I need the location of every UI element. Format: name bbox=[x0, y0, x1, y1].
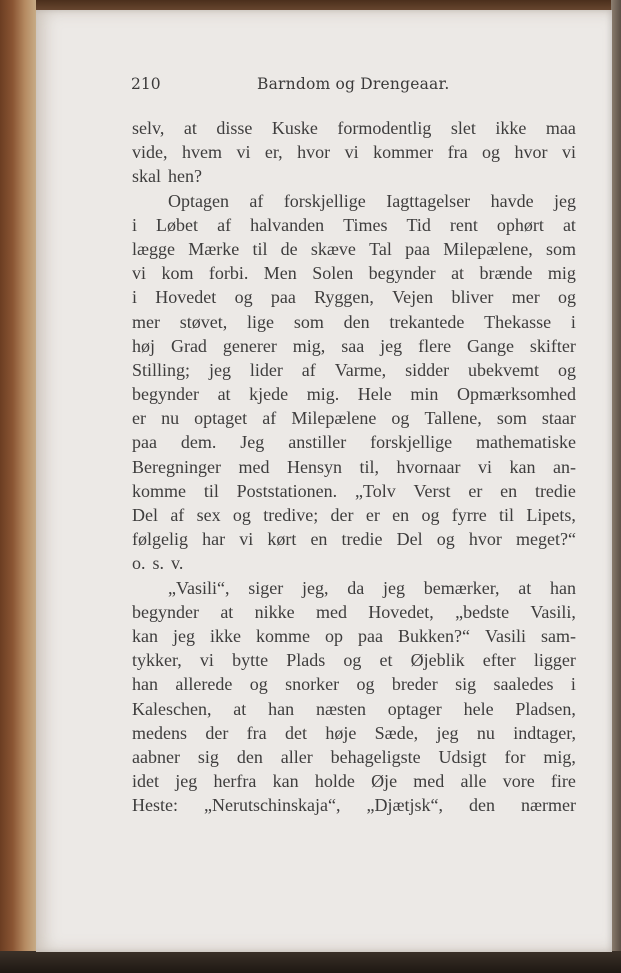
word: han bbox=[268, 698, 295, 719]
word: og bbox=[343, 650, 362, 671]
word: breder bbox=[391, 674, 438, 695]
word: vi bbox=[477, 456, 492, 477]
word: begynder bbox=[132, 384, 199, 405]
word: med bbox=[315, 601, 347, 622]
word: ubekvemt bbox=[468, 359, 540, 380]
word: Stilling; bbox=[132, 359, 191, 380]
word: kørt bbox=[267, 529, 297, 550]
word: og bbox=[482, 142, 501, 163]
text-line bbox=[132, 430, 576, 454]
word: den bbox=[468, 795, 495, 816]
word: da bbox=[347, 577, 365, 598]
book-spine-edge bbox=[0, 0, 36, 973]
word: til bbox=[252, 238, 268, 259]
word: næsten bbox=[315, 698, 366, 719]
word: Times bbox=[343, 214, 388, 235]
word: fire bbox=[550, 771, 576, 792]
word: kom bbox=[161, 263, 194, 284]
word: Thekasse bbox=[484, 311, 552, 332]
word: skifter bbox=[529, 335, 576, 356]
word: vi bbox=[132, 263, 147, 284]
word: som bbox=[496, 408, 527, 429]
word: hvem bbox=[181, 142, 222, 163]
word: vide, bbox=[132, 142, 168, 163]
word: ikke bbox=[210, 625, 241, 646]
word: lægge bbox=[132, 238, 175, 259]
text-line bbox=[132, 334, 576, 358]
book-right-edge bbox=[611, 0, 621, 973]
word: Plads bbox=[286, 650, 326, 671]
word: jeg bbox=[175, 771, 198, 792]
word: til, bbox=[359, 456, 379, 477]
word: sig bbox=[197, 746, 219, 767]
word: paa bbox=[358, 625, 383, 646]
word: hele bbox=[463, 698, 494, 719]
word: Vejen bbox=[392, 287, 434, 308]
text-line bbox=[132, 237, 576, 261]
word: efter bbox=[482, 650, 516, 671]
word: i bbox=[570, 311, 576, 332]
word: Grad bbox=[170, 335, 207, 356]
word: han bbox=[550, 577, 576, 598]
word: til bbox=[203, 480, 219, 501]
word: Vasili bbox=[484, 625, 526, 646]
word: anstiller bbox=[288, 432, 347, 453]
word: og bbox=[249, 674, 268, 695]
text-line bbox=[132, 527, 576, 551]
book-page bbox=[36, 10, 612, 952]
word: sam- bbox=[540, 625, 576, 646]
word: af bbox=[170, 505, 185, 525]
book-bottom-edge bbox=[0, 951, 621, 973]
text-line bbox=[132, 164, 576, 188]
text-line bbox=[132, 551, 576, 575]
word: o. bbox=[132, 553, 146, 574]
text-line bbox=[132, 479, 576, 503]
word: brænde bbox=[479, 263, 533, 284]
word: og bbox=[421, 505, 440, 525]
text-line bbox=[132, 116, 576, 140]
word: er bbox=[468, 480, 483, 501]
word: Poststationen. bbox=[236, 480, 338, 501]
word: mer bbox=[511, 287, 540, 308]
word: sex bbox=[196, 505, 221, 525]
word: selv, bbox=[132, 118, 165, 138]
text-line bbox=[132, 503, 576, 527]
word: tredie bbox=[534, 480, 576, 501]
word: af bbox=[217, 214, 232, 235]
word: snorker bbox=[285, 674, 340, 695]
word: Vasili, bbox=[530, 601, 576, 622]
word: Tallene, bbox=[424, 408, 482, 429]
word: idet bbox=[132, 771, 159, 792]
word: siger bbox=[248, 577, 284, 598]
word: Ryggen, bbox=[314, 287, 374, 308]
word: forskjellige bbox=[283, 190, 366, 211]
word: holde bbox=[314, 771, 355, 792]
word: Varme, bbox=[334, 359, 387, 380]
word: han bbox=[132, 674, 158, 695]
word: Hele bbox=[357, 384, 392, 405]
word: vi bbox=[199, 650, 214, 671]
word: kjede bbox=[249, 384, 289, 405]
word: af bbox=[301, 359, 316, 380]
word: fra bbox=[447, 142, 468, 163]
word: Tid bbox=[406, 214, 431, 235]
page-number: 210 bbox=[131, 75, 161, 93]
word: Hensyn bbox=[286, 456, 342, 477]
word: aller bbox=[280, 746, 313, 767]
word: Milepælene, bbox=[443, 238, 533, 259]
word: paa bbox=[270, 287, 296, 308]
word: forskjellige bbox=[370, 432, 453, 453]
word: op bbox=[325, 625, 343, 646]
word: begynder bbox=[132, 601, 199, 622]
word: hvor bbox=[514, 142, 548, 163]
running-title: Barndom og Drengeaar. bbox=[257, 75, 450, 93]
word: vi bbox=[236, 142, 251, 163]
text-line bbox=[132, 576, 576, 600]
word: der bbox=[330, 505, 354, 525]
word: den bbox=[343, 311, 370, 332]
word: optaget bbox=[194, 408, 248, 429]
word: Iagttagelser bbox=[386, 190, 471, 211]
word: havde bbox=[490, 190, 534, 211]
word: „Tolv bbox=[354, 480, 396, 501]
word: og bbox=[234, 287, 253, 308]
word: kan bbox=[509, 456, 536, 477]
word: en bbox=[500, 480, 518, 501]
word: i bbox=[132, 214, 138, 235]
word: jeg, bbox=[301, 577, 329, 598]
word: jeg bbox=[208, 359, 231, 380]
word: mig, bbox=[543, 746, 576, 767]
word: Hovedet bbox=[155, 287, 217, 308]
word: høje bbox=[325, 722, 357, 743]
word: hvornaar bbox=[396, 456, 461, 477]
word: Del bbox=[396, 529, 423, 550]
text-line bbox=[132, 213, 576, 237]
word: Men bbox=[263, 263, 297, 284]
word: kan bbox=[132, 625, 158, 646]
word: jeg bbox=[554, 190, 576, 211]
word: „Vasili“, bbox=[168, 577, 230, 598]
word: fyrre bbox=[451, 505, 487, 525]
word: tykker, bbox=[132, 650, 182, 671]
word: tredie bbox=[341, 529, 383, 550]
word: paa bbox=[405, 238, 431, 259]
word: s. bbox=[152, 553, 165, 574]
word: forbi. bbox=[208, 263, 249, 284]
text-line bbox=[132, 285, 576, 309]
word: dem. bbox=[180, 432, 217, 453]
word: „Djætjsk“, bbox=[366, 795, 443, 816]
body-text bbox=[132, 116, 576, 817]
word: hvor bbox=[297, 142, 331, 163]
word: Milepælene bbox=[291, 408, 377, 429]
word: og bbox=[557, 359, 576, 380]
word: hvor bbox=[468, 529, 502, 550]
word: „Nerutschinskaja“, bbox=[204, 795, 341, 816]
word: Beregninger bbox=[132, 456, 221, 477]
word: skal bbox=[132, 166, 161, 187]
word: komme bbox=[256, 625, 310, 646]
word: jeg bbox=[382, 577, 405, 598]
word: af bbox=[262, 408, 277, 429]
word: Sæde, bbox=[374, 722, 419, 743]
word: med bbox=[238, 456, 270, 477]
word: mathematiske bbox=[475, 432, 576, 453]
word: sig bbox=[455, 674, 477, 695]
word: de bbox=[280, 238, 298, 259]
word: herfra bbox=[213, 771, 257, 792]
text-line bbox=[132, 358, 576, 382]
word: Hovedet, bbox=[368, 601, 434, 622]
word: Gange bbox=[467, 335, 514, 356]
word: er bbox=[365, 505, 380, 525]
word: „bedste bbox=[455, 601, 510, 622]
text-line bbox=[132, 793, 576, 817]
word: jeg bbox=[436, 722, 459, 743]
word: en bbox=[392, 505, 410, 525]
text-line bbox=[132, 140, 576, 164]
word: for bbox=[504, 746, 526, 767]
word: alle bbox=[460, 771, 487, 792]
word: bytte bbox=[232, 650, 269, 671]
word: Mærke bbox=[188, 238, 240, 259]
word: og bbox=[436, 529, 455, 550]
word: begynder bbox=[368, 263, 436, 284]
word: til bbox=[499, 505, 515, 525]
word: det bbox=[284, 722, 307, 743]
word: meget?“ bbox=[515, 529, 576, 550]
word: Bukken?“ bbox=[397, 625, 470, 646]
word: optager bbox=[387, 698, 442, 719]
word: der bbox=[205, 722, 229, 743]
word: slet bbox=[450, 118, 476, 138]
word: at bbox=[233, 698, 247, 719]
word: et bbox=[379, 650, 393, 671]
word: allerede bbox=[175, 674, 233, 695]
word: den bbox=[236, 746, 263, 767]
word: disse bbox=[216, 118, 253, 138]
text-line bbox=[132, 600, 576, 624]
word: nærmer bbox=[521, 795, 576, 816]
word: Øjeblik bbox=[410, 650, 465, 671]
word: behageligste bbox=[330, 746, 421, 767]
word: min bbox=[410, 384, 439, 405]
word: jeg bbox=[380, 335, 403, 356]
word: af bbox=[249, 190, 264, 211]
word: maa bbox=[545, 118, 576, 138]
word: Kuske bbox=[271, 118, 318, 138]
word: i bbox=[132, 287, 138, 308]
word: Verst bbox=[413, 480, 451, 501]
word: støvet, bbox=[179, 311, 228, 332]
text-line bbox=[132, 721, 576, 745]
word: medens bbox=[132, 722, 187, 743]
word: kommer bbox=[373, 142, 434, 163]
word: vi bbox=[344, 142, 359, 163]
word: Lipets, bbox=[526, 505, 576, 525]
word: bliver bbox=[451, 287, 494, 308]
word: v. bbox=[171, 553, 184, 574]
word: som bbox=[293, 311, 324, 332]
word: nu bbox=[161, 408, 180, 429]
word: Løbet bbox=[156, 214, 199, 235]
text-line bbox=[132, 672, 576, 696]
word: Kaleschen, bbox=[132, 698, 212, 719]
word: Solen bbox=[312, 263, 354, 284]
word: saaledes bbox=[493, 674, 554, 695]
text-line bbox=[132, 261, 576, 285]
word: Øje bbox=[371, 771, 398, 792]
word: hen? bbox=[168, 166, 202, 187]
word: en bbox=[310, 529, 328, 550]
word: nu bbox=[476, 722, 495, 743]
word: paa bbox=[132, 432, 157, 453]
word: mig bbox=[547, 263, 576, 284]
text-line bbox=[132, 310, 576, 334]
word: og bbox=[356, 674, 375, 695]
word: saa bbox=[341, 335, 365, 356]
word: trekantede bbox=[389, 311, 465, 332]
word: og bbox=[557, 287, 576, 308]
word: Optagen bbox=[168, 190, 229, 211]
word: ligger bbox=[533, 650, 576, 671]
word: Udsigt bbox=[438, 746, 487, 767]
word: vore bbox=[502, 771, 535, 792]
word: lige bbox=[247, 311, 275, 332]
word: tredive; bbox=[263, 505, 319, 525]
word: at bbox=[217, 384, 231, 405]
word: er bbox=[132, 408, 146, 429]
word: mig. bbox=[306, 384, 340, 405]
word: flere bbox=[418, 335, 452, 356]
text-line bbox=[132, 745, 576, 769]
text-line bbox=[132, 382, 576, 406]
word: Heste: bbox=[132, 795, 178, 816]
word: generer bbox=[222, 335, 277, 356]
word: Del bbox=[132, 505, 158, 525]
word: rent bbox=[449, 214, 478, 235]
word: og bbox=[232, 505, 251, 525]
word: Jeg bbox=[240, 432, 265, 453]
word: komme bbox=[132, 480, 186, 501]
word: indtager, bbox=[513, 722, 576, 743]
text-line bbox=[132, 624, 576, 648]
text-line bbox=[132, 769, 576, 793]
text-line bbox=[132, 697, 576, 721]
text-line bbox=[132, 406, 576, 430]
running-head bbox=[131, 72, 486, 96]
text-line bbox=[132, 455, 576, 479]
word: formodentlig bbox=[337, 118, 432, 138]
word: at bbox=[220, 601, 234, 622]
word: Pladsen, bbox=[515, 698, 576, 719]
text-line bbox=[132, 648, 576, 672]
word: staar bbox=[541, 408, 576, 429]
word: sidder bbox=[405, 359, 450, 380]
word: at bbox=[562, 214, 576, 235]
word: jeg bbox=[173, 625, 195, 646]
word: har bbox=[202, 529, 226, 550]
word: fra bbox=[246, 722, 267, 743]
word: mer bbox=[132, 311, 160, 332]
word: Opmærksomhed bbox=[456, 384, 576, 405]
word: skæve bbox=[310, 238, 356, 259]
word: lider bbox=[249, 359, 283, 380]
word: følgelig bbox=[132, 529, 188, 550]
word: mig, bbox=[292, 335, 326, 356]
word: at bbox=[183, 118, 197, 138]
word: som bbox=[545, 238, 576, 259]
word: at bbox=[518, 577, 532, 598]
word: med bbox=[413, 771, 445, 792]
word: er, bbox=[264, 142, 283, 163]
word: vi bbox=[239, 529, 254, 550]
word: og bbox=[391, 408, 410, 429]
word: halvanden bbox=[250, 214, 325, 235]
text-line bbox=[132, 189, 576, 213]
word: bemærker, bbox=[423, 577, 500, 598]
word: vi bbox=[561, 142, 576, 163]
word: at bbox=[451, 263, 465, 284]
word: aabner bbox=[132, 746, 180, 767]
word: i bbox=[570, 674, 576, 695]
word: Tal bbox=[369, 238, 392, 259]
word: nikke bbox=[254, 601, 295, 622]
word: kan bbox=[272, 771, 299, 792]
word: ikke bbox=[495, 118, 527, 138]
word: ophørt bbox=[496, 214, 544, 235]
word: an- bbox=[552, 456, 576, 477]
word: høj bbox=[132, 335, 156, 356]
